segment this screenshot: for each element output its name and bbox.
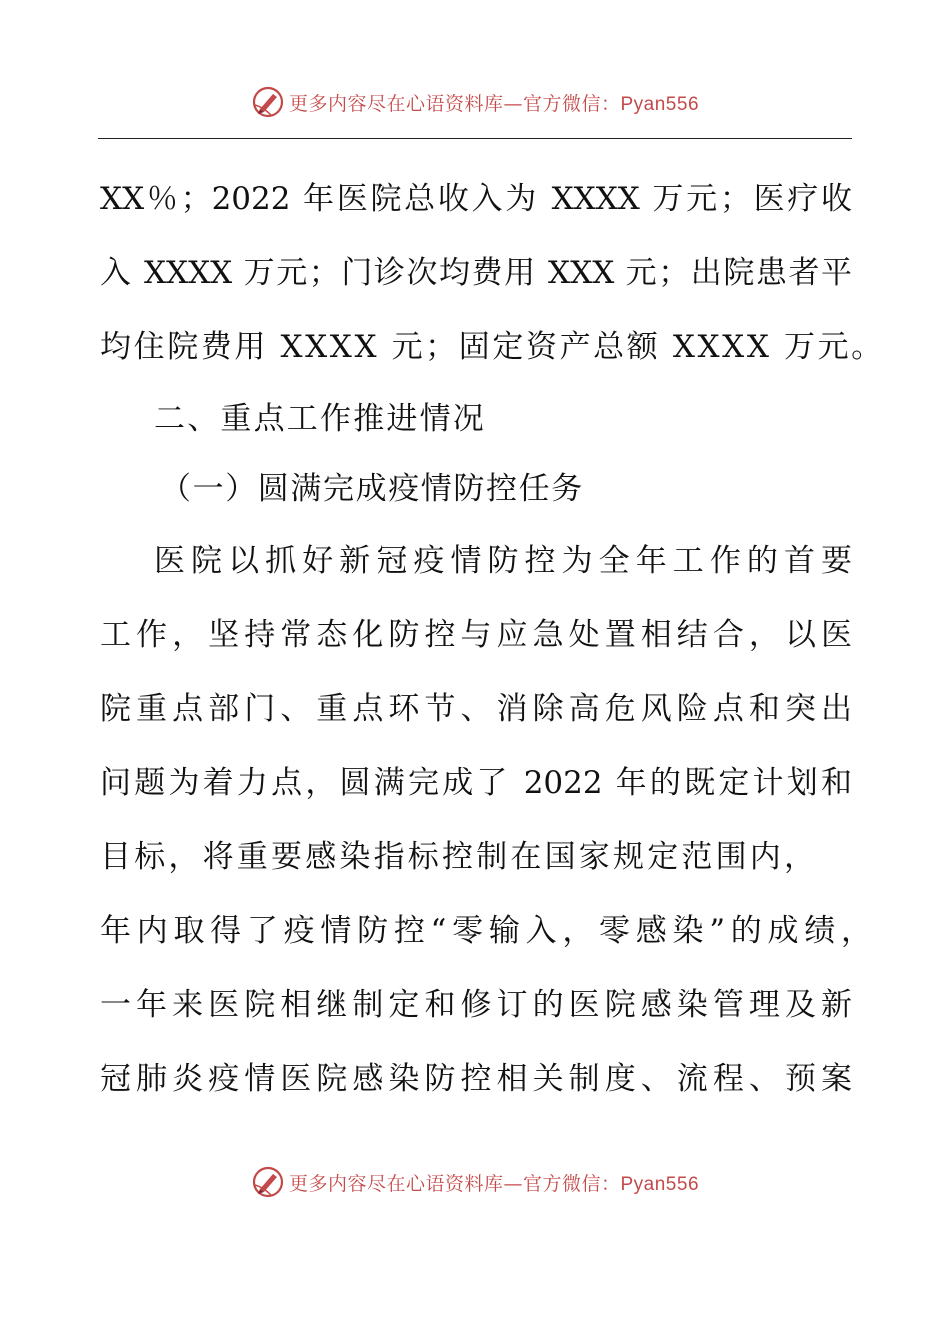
pen-logo-icon xyxy=(251,1165,285,1199)
footer-promo-text: 更多内容尽在心语资料库—官方微信： xyxy=(288,1172,621,1195)
section-heading: 二、重点工作推进情况 xyxy=(154,401,486,437)
footer-banner xyxy=(0,1162,950,1202)
body-line: 入 XXXX 万元；门诊次均费用 XXX 元；出院患者平 xyxy=(100,255,852,291)
body-line: 均住院费用 XXXX 元；固定资产总额 XXXX 万元。 xyxy=(100,329,885,365)
body-line: 院重点部门、重点环节、消除高危风险点和突出 xyxy=(100,691,852,727)
pen-logo-icon xyxy=(251,85,285,119)
body-line: 年内取得了疫情防控“零输入，零感染”的成绩， xyxy=(100,913,872,949)
body-line: XX％；2022 年医院总收入为 XXXX 万元；医疗收 xyxy=(100,181,852,217)
body-line: 工作，坚持常态化防控与应急处置相结合，以医 xyxy=(100,617,852,653)
body-line: 一年来医院相继制定和修订的医院感染管理及新 xyxy=(100,987,852,1023)
header-banner xyxy=(0,82,950,122)
subsection-heading: （一）圆满完成疫情防控任务 xyxy=(160,471,584,507)
document-body xyxy=(100,162,885,1116)
header-rule xyxy=(98,138,852,139)
body-line: 目标，将重要感染指标控制在国家规定范围内， xyxy=(100,839,819,875)
footer-wechat-id: Pyan556 xyxy=(620,1173,700,1195)
body-line: 冠肺炎疫情医院感染防控相关制度、流程、预案 xyxy=(100,1061,852,1097)
header-wechat-id: Pyan556 xyxy=(620,93,700,115)
header-promo xyxy=(289,89,699,116)
body-line: 问题为着力点，圆满完成了 2022 年的既定计划和 xyxy=(100,765,852,801)
header-promo-text: 更多内容尽在心语资料库—官方微信： xyxy=(288,92,621,115)
body-line: 医院以抓好新冠疫情防控为全年工作的首要 xyxy=(154,543,852,579)
footer-promo xyxy=(289,1169,699,1196)
